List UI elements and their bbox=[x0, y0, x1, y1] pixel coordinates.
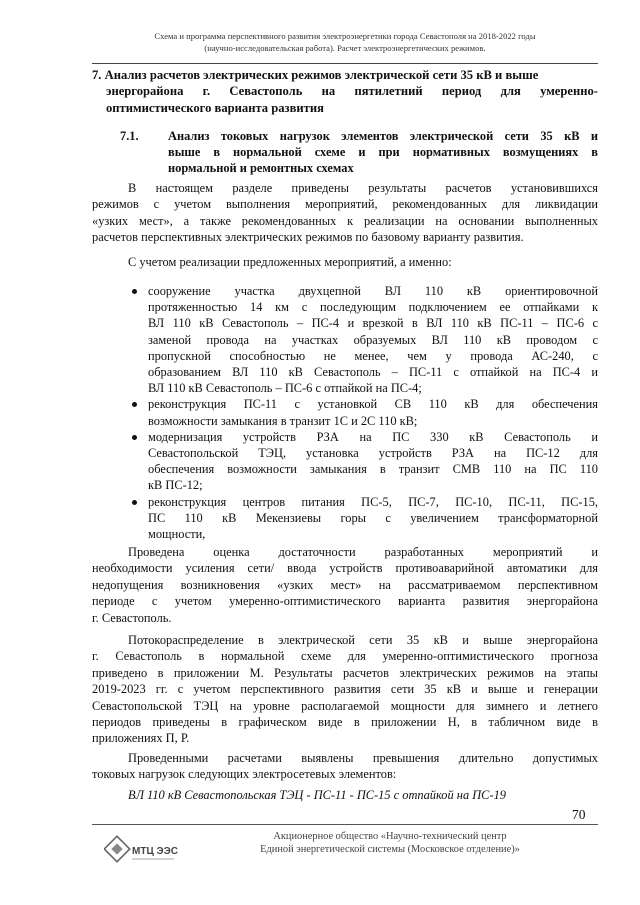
paragraph-line: 2019-2023 гг. с учетом перспективного развития сети 35 кВ и выше и генерации bbox=[92, 682, 598, 697]
section-heading-line: оптимистического варианта развития bbox=[106, 100, 324, 115]
paragraph-intro bbox=[92, 180, 598, 246]
bullet-icon bbox=[132, 402, 137, 407]
paragraph-line: «узких мест», а также рекомендованных к реализации на основании выполненных bbox=[92, 213, 598, 228]
overloaded-element-line: ВЛ 110 кВ Севастопольская ТЭЦ - ПС-11 - ПС-15 с отпайкой на ПС-19 bbox=[128, 788, 506, 802]
page-number: 70 bbox=[572, 807, 586, 822]
running-header bbox=[92, 31, 598, 54]
company-logo bbox=[104, 832, 184, 878]
paragraph-power-flow bbox=[92, 632, 598, 747]
list-item-line: образованием ВЛ 110 кВ Севастополь – ПС-11 с отпайкой на ПС-4 и bbox=[148, 365, 598, 380]
list-item-line: ВЛ 110 кВ Севастополь – ПС-6 с отпайкой на ПС-4; bbox=[148, 381, 422, 396]
list-item-line: реконструкция ПС-11 с установкой СВ 110 кВ для обеспечения bbox=[148, 397, 598, 412]
subsection-title-line: выше в нормальной схеме и при нормативных возмущениях в bbox=[168, 145, 598, 160]
logo-icon bbox=[104, 832, 184, 878]
list-item-line: обеспечения возможности замыкания в транзит СМВ 110 на ПС 110 bbox=[148, 462, 598, 477]
subsection-number: 7.1. bbox=[120, 129, 139, 143]
paragraph-line: г. Севастополь. bbox=[92, 610, 172, 625]
paragraph-line: периодов приведены в графическом виде в приложении Н, в табличном виде в bbox=[92, 715, 598, 730]
section-heading-line: 7. Анализ расчетов электрических режимов электрической сети 35 кВ и выше bbox=[92, 68, 539, 82]
list-item-line: пропускной способностью не менее, чем у провода АС-240, с bbox=[148, 348, 598, 363]
footer-organization bbox=[210, 830, 570, 856]
list-item bbox=[148, 429, 598, 494]
section-heading bbox=[92, 67, 598, 116]
footer-divider bbox=[92, 824, 598, 825]
paragraph-line: необходимости усиления сети/ ввода устройств противоаварийной автоматики для bbox=[92, 561, 598, 576]
paragraph-line: недопущения возникновения «узких мест» на рассматриваемом перспективном bbox=[92, 577, 598, 592]
paragraph-line: периоде с учетом умеренно-оптимистического варианта развития энергорайона bbox=[92, 594, 598, 609]
list-item-line: протяженностью 14 км с последующим подключением ее отпайками к bbox=[148, 300, 598, 315]
list-item bbox=[148, 396, 598, 428]
paragraph-assessment bbox=[92, 544, 598, 626]
paragraph-line: токовых нагрузок следующих электросетевых элементов: bbox=[92, 767, 397, 782]
list-item-line: ВЛ 110 кВ Севастополь – ПС-4 и врезкой в ВЛ 110 кВ ПС-11 – ПС-6 с bbox=[148, 316, 598, 331]
paragraph-line: В настоящем разделе приведены результаты расчетов установившихся bbox=[128, 181, 598, 195]
paragraph-line: г. Севастополь в нормальной схеме для умеренно-оптимистического прогноза bbox=[92, 649, 598, 664]
header-divider bbox=[92, 63, 598, 64]
footer-line-2: Единой энергетической системы (Московское отделение)» bbox=[260, 844, 520, 855]
subsection-title-line: нормальной и ремонтных схемах bbox=[168, 161, 354, 176]
list-item-line: Севастопольской ТЭЦ, установка устройств РЗА на ПС-12 для bbox=[148, 446, 598, 461]
paragraph-line: режимов с учетом выполнения мероприятий, рекомендованных для ликвидации bbox=[92, 197, 598, 212]
footer-line-1: Акционерное общество «Научно-технический центр bbox=[273, 831, 507, 842]
list-item-line: сооружение участка двухцепной ВЛ 110 кВ ориентировочной bbox=[148, 284, 598, 298]
list-item-line: ПС 110 кВ Мекензиевы горы с увеличением трансформаторной bbox=[148, 510, 598, 525]
running-header-line-1: Схема и программа перспективного развития электроэнергетики города Севастополя на 2018-2022 годы bbox=[154, 31, 536, 41]
paragraph-line: С учетом реализации предложенных мероприятий, а именно: bbox=[128, 255, 452, 269]
list-item bbox=[148, 494, 598, 543]
running-header-line-2: (научно-исследовательская работа). Расчет электроэнергетических режимов. bbox=[204, 42, 486, 53]
bullet-icon bbox=[132, 500, 137, 505]
section-heading-line: энергорайона г. Севастополь на пятилетний период для умеренно- bbox=[106, 84, 598, 99]
bullet-icon bbox=[132, 289, 137, 294]
list-item-line: возможности замыкания в транзит 1С и 2С 110 кВ; bbox=[148, 413, 418, 428]
list-item-line: заменой провода на участках образуемых ВЛ 110 кВ проводом с bbox=[148, 332, 598, 347]
paragraph-line: Севастопольской ТЭЦ на уровне располагаемой мощности для зимнего и летнего bbox=[92, 698, 598, 713]
list-item-line: модернизация устройств РЗА на ПС 330 кВ Севастополь и bbox=[148, 429, 598, 444]
subsection-title-line: Анализ токовых нагрузок элементов электрической сети 35 кВ и bbox=[168, 129, 598, 143]
paragraph-line: Проведенными расчетами выявлены превышения длительно допустимых bbox=[128, 751, 598, 765]
paragraph-line: Проведена оценка достаточности разработанных мероприятий и bbox=[128, 545, 598, 559]
paragraph-line: приложениях П, Р. bbox=[92, 731, 190, 746]
bullet-icon bbox=[132, 435, 137, 440]
logo-text: МТЦ ЭЭС bbox=[132, 846, 178, 857]
list-item-line: реконструкция центров питания ПС-5, ПС-7, ПС-10, ПС-11, ПС-15, bbox=[148, 494, 598, 509]
list-item-line: кВ ПС-12; bbox=[148, 478, 203, 493]
paragraph-line: Потокораспределение в электрической сети 35 кВ и выше энергорайона bbox=[128, 633, 598, 647]
list-item bbox=[148, 283, 598, 396]
list-item-line: мощности, bbox=[148, 527, 206, 542]
paragraph-measures-intro bbox=[92, 254, 598, 270]
paragraph-line: расчетов перспективных электрических режимов по базовому варианту развития. bbox=[92, 230, 524, 245]
paragraph-overloads bbox=[92, 750, 598, 783]
paragraph-line: приведено в приложении М. Результаты расчетов электрических режимов на этапы bbox=[92, 665, 598, 680]
measures-list bbox=[148, 283, 598, 542]
